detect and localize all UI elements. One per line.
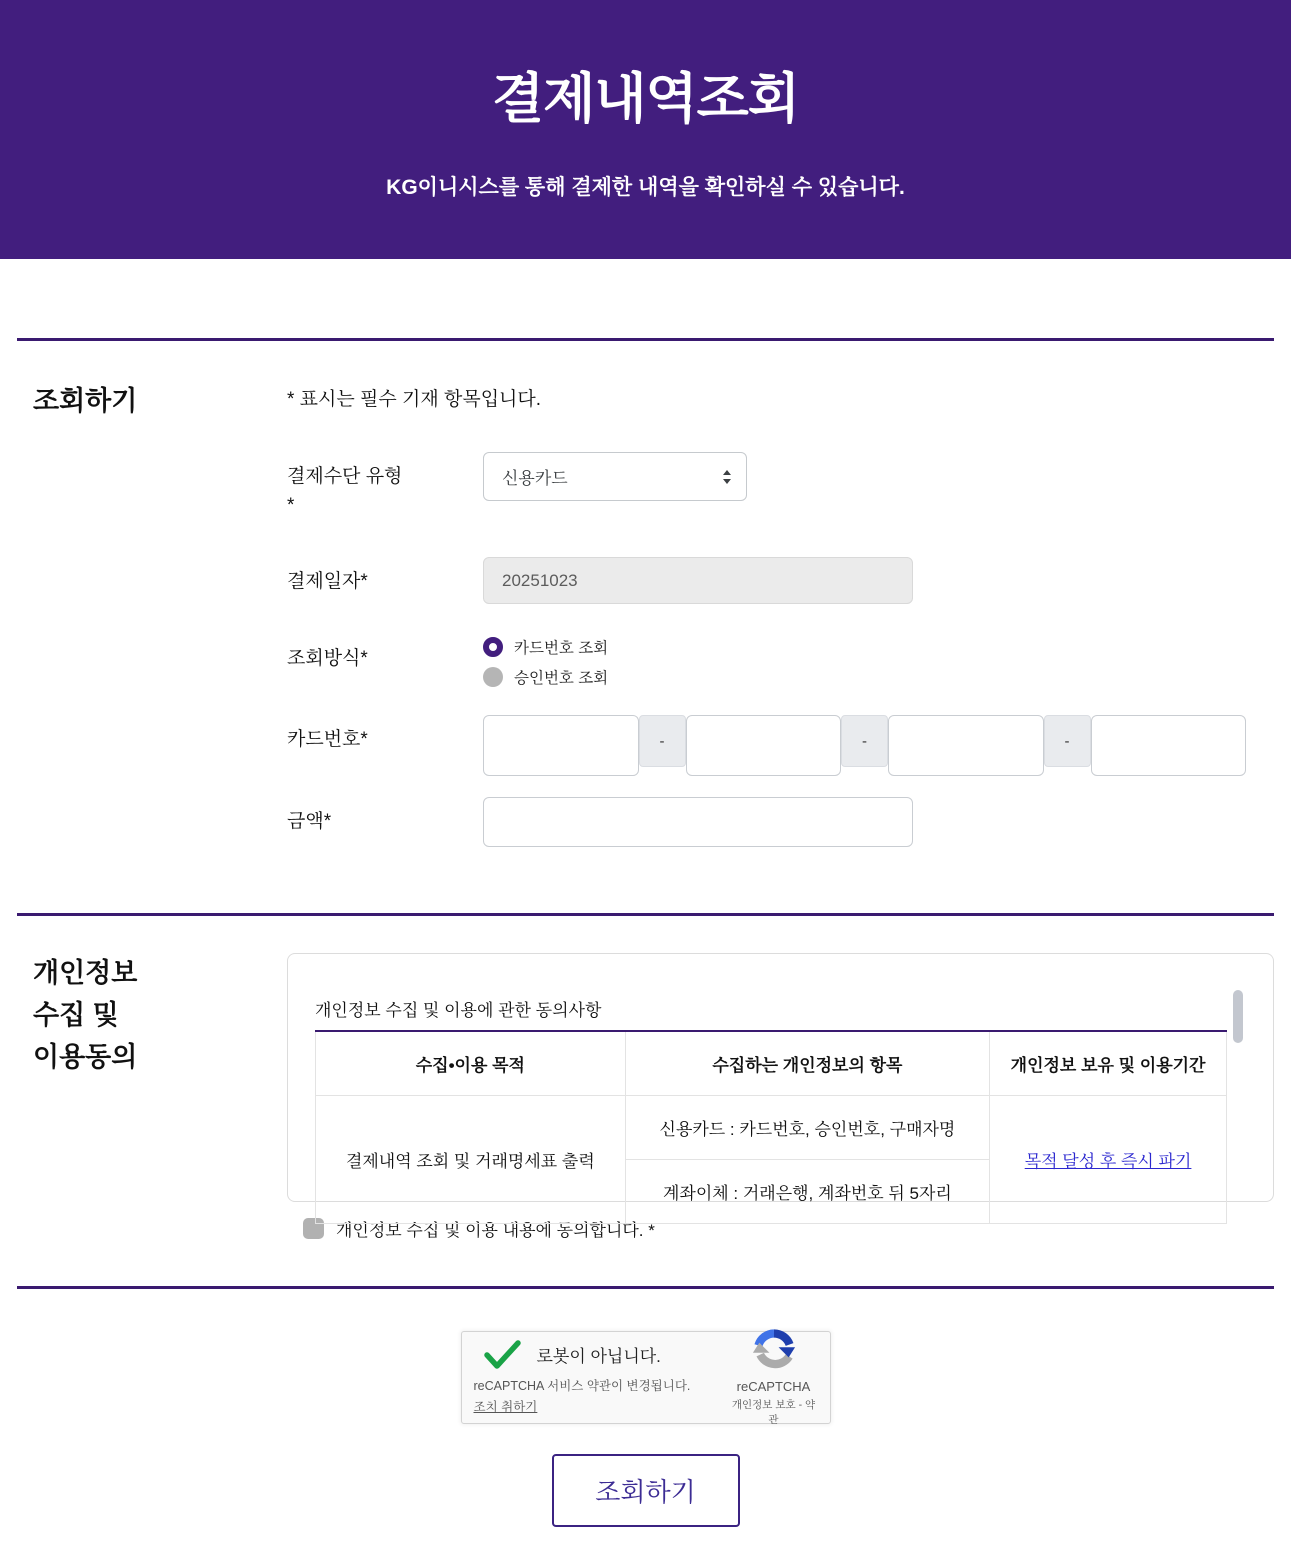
privacy-section-left xyxy=(17,953,287,1241)
consent-scroll-content xyxy=(315,984,1227,1203)
lookup-method-row xyxy=(287,634,1274,696)
radio-option-card-number[interactable]: 카드번호 조회 xyxy=(483,636,608,658)
pay-date-row xyxy=(287,557,1274,604)
page-header xyxy=(0,0,1291,259)
updown-arrows-icon xyxy=(722,470,732,484)
inquiry-section xyxy=(17,341,1274,847)
page-subtitle: KG이니시스를 통해 결제한 내역을 확인하실 수 있습니다. xyxy=(386,176,905,199)
radio-selected-icon[interactable] xyxy=(483,637,503,657)
recaptcha-logo-text: reCAPTCHA xyxy=(736,1379,811,1394)
pay-date-input[interactable] xyxy=(483,557,913,604)
required-mark: * xyxy=(287,495,295,516)
recaptcha-left xyxy=(474,1340,691,1415)
card-number-input-1[interactable] xyxy=(483,715,639,776)
recaptcha-anchor-label: 로봇이 아닙니다. xyxy=(536,1347,661,1366)
consent-box-title: 개인정보 수집 및 이용에 관한 동의사항 xyxy=(315,984,1227,1032)
privacy-section xyxy=(17,916,1274,1241)
consent-table xyxy=(315,1032,1227,1224)
submit-inquiry-button[interactable]: 조회하기 xyxy=(552,1454,740,1527)
consent-cell-items-transfer: 계좌이체 : 거래은행, 계좌번호 뒤 5자리 xyxy=(625,1160,989,1224)
pay-date-label: 결제일자* xyxy=(287,571,368,592)
lookup-method-label: 조회방식* xyxy=(287,648,368,669)
card-number-label: 카드번호* xyxy=(287,729,368,750)
privacy-content xyxy=(287,953,1274,1241)
consent-cell-purpose: 결제내역 조회 및 거래명세표 출력 xyxy=(316,1096,626,1224)
lookup-method-radio-group xyxy=(483,634,608,696)
section-divider xyxy=(17,1286,1274,1289)
recaptcha-terms-notice: reCAPTCHA 서비스 약관이 변경됩니다. xyxy=(473,1379,691,1393)
pay-method-select[interactable] xyxy=(483,452,747,501)
card-number-input-4[interactable] xyxy=(1091,715,1247,776)
amount-label: 금액* xyxy=(287,811,332,832)
required-note: * 표시는 필수 기재 항목입니다. xyxy=(287,389,542,410)
recaptcha-action-link[interactable]: 조치 취하기 xyxy=(473,1400,538,1414)
inquiry-section-left xyxy=(17,381,287,847)
recaptcha-privacy-terms-links[interactable]: 개인정보 보호 - 약관 xyxy=(731,1399,816,1426)
radio-option-approval-number[interactable]: 승인번호 조회 xyxy=(483,666,608,688)
card-number-separator: - xyxy=(639,715,686,767)
card-number-row xyxy=(287,715,1274,776)
consent-cell-items-card: 신용카드 : 카드번호, 승인번호, 구매자명 xyxy=(625,1096,989,1160)
consent-table-header-row xyxy=(316,1032,1227,1096)
card-number-input-3[interactable] xyxy=(888,715,1044,776)
radio-unselected-icon[interactable] xyxy=(483,667,503,687)
amount-input[interactable] xyxy=(483,797,913,847)
card-number-input-2[interactable] xyxy=(686,715,842,776)
page-body xyxy=(0,338,1291,1527)
card-number-separator: - xyxy=(1044,715,1091,767)
inquiry-form xyxy=(287,381,1274,847)
consent-col-retention: 개인정보 보유 및 이용기간 xyxy=(990,1032,1227,1096)
card-number-separator: - xyxy=(841,715,888,767)
pay-method-row xyxy=(287,452,1274,520)
recaptcha-logo-icon xyxy=(752,1328,796,1372)
card-number-inputs xyxy=(483,715,1246,776)
privacy-heading: 개인정보 수집 및 이용동의 xyxy=(33,958,138,1072)
consent-col-items: 수집하는 개인정보의 항목 xyxy=(625,1032,989,1096)
table-row xyxy=(316,1096,1227,1160)
consent-cell-retention xyxy=(990,1096,1227,1224)
consent-checkbox-label: 개인정보 수집 및 이용 내용에 동의합니다. * xyxy=(336,1221,655,1240)
recaptcha-anchor[interactable] xyxy=(484,1340,691,1369)
consent-scroll-box[interactable] xyxy=(287,953,1274,1202)
recaptcha-widget[interactable] xyxy=(461,1331,831,1424)
page-title: 결제내역조회 xyxy=(492,69,799,129)
recaptcha-badge xyxy=(728,1328,820,1427)
green-checkmark-icon xyxy=(484,1340,521,1369)
inquiry-heading: 조회하기 xyxy=(33,386,138,416)
consent-col-purpose: 수집•이용 목적 xyxy=(316,1032,626,1096)
pay-method-label: 결제수단 유형 * xyxy=(287,466,403,516)
pay-method-selected-value: 신용카드 xyxy=(502,469,568,488)
retention-policy-link[interactable]: 목적 달성 후 즉시 파기 xyxy=(1024,1152,1192,1171)
amount-row xyxy=(287,797,1274,847)
scrollbar-thumb[interactable] xyxy=(1233,990,1243,1043)
